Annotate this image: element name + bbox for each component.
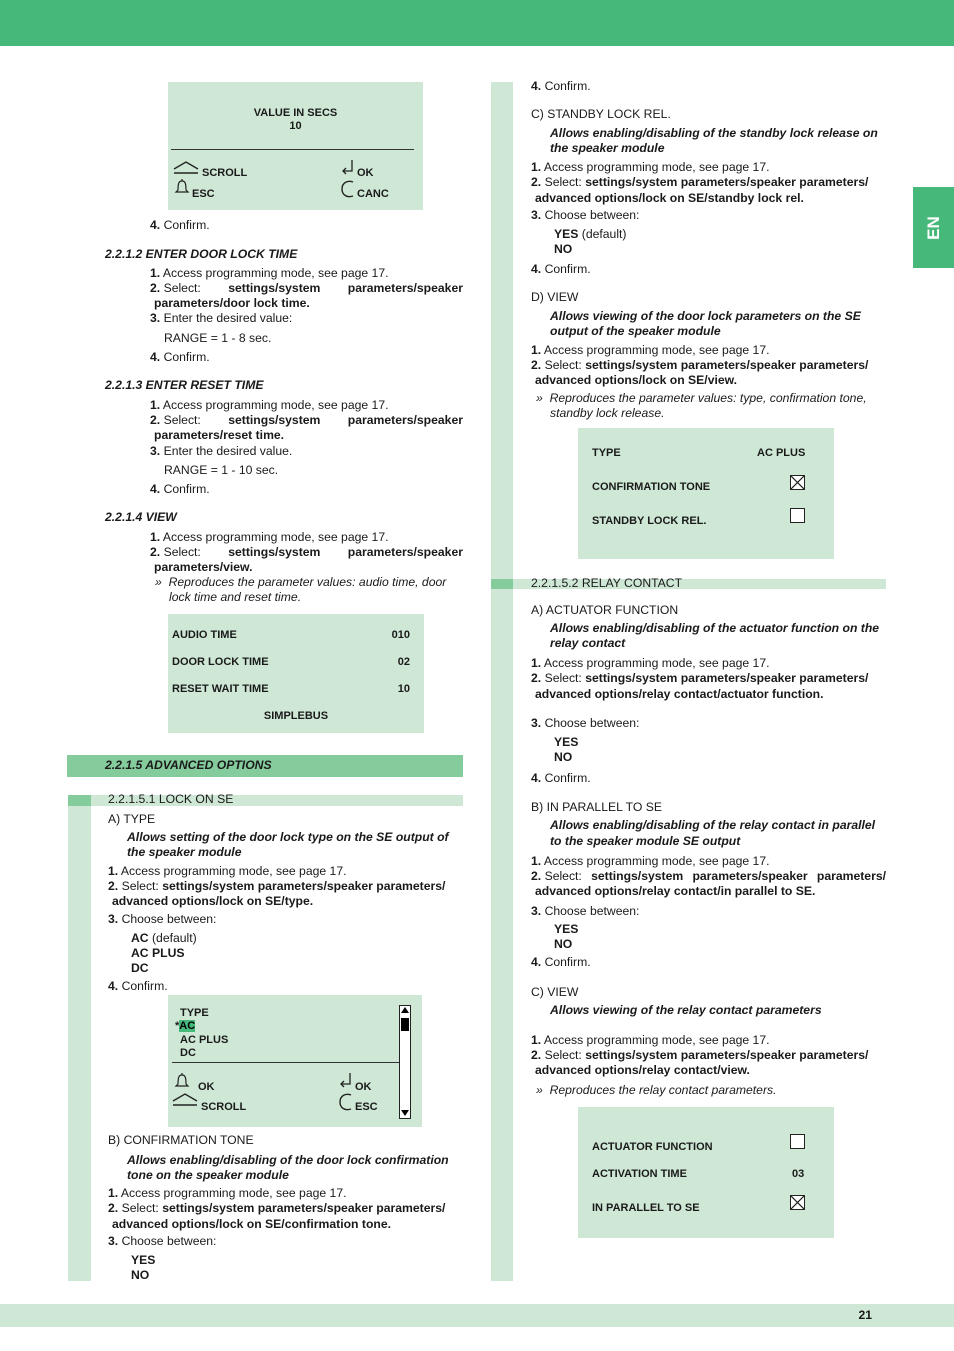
scrollbar-thumb <box>401 1018 409 1031</box>
lcd-title: VALUE IN SECS <box>253 107 338 119</box>
bell-icon <box>174 178 190 196</box>
step-2-path: advanced options/lock on SE/standby lock rel. <box>535 191 804 205</box>
item-title: B) CONFIRMATION TONE <box>108 1133 254 1147</box>
step-1: 1. Access programming mode, see page 17. <box>531 160 770 174</box>
lcd-row-label: TYPE <box>592 447 621 459</box>
option: DC <box>131 961 149 975</box>
item-title: C) STANDBY LOCK REL. <box>531 107 671 121</box>
option: AC (default) <box>131 931 197 945</box>
note: » Reproduces the parameter values: audio time, door <box>155 575 447 589</box>
checkbox-checked <box>790 1195 805 1210</box>
step-2-path: advanced options/relay contact/in parallel to SE. <box>535 884 816 898</box>
lcd-row: RESET WAIT TIME 10 <box>172 683 410 695</box>
option: NO <box>131 1268 150 1282</box>
option: AC PLUS <box>131 946 185 960</box>
item-desc-cont: output of the speaker module <box>550 324 721 338</box>
option: YES <box>131 1253 156 1267</box>
enter-icon <box>340 159 356 177</box>
checkbox-checked <box>790 475 805 490</box>
step-2: 2. Select: settings/system parameters/speaker parameters/ <box>531 671 869 685</box>
step-2-path: advanced options/relay contact/view. <box>535 1063 750 1077</box>
item-desc: Allows viewing of the relay contact parameters <box>550 1003 822 1017</box>
language-tab: EN <box>913 187 954 268</box>
step-2-path: advanced options/relay contact/actuator function. <box>535 687 824 701</box>
step-2: 2. Select: settings/system parameters/speaker parameters/ <box>108 1201 446 1215</box>
lcd-title: TYPE <box>180 1007 209 1019</box>
step-4: 4. Confirm. <box>108 979 168 993</box>
lcd-scrollbar <box>399 1005 411 1119</box>
step-4: 4. Confirm. <box>150 482 210 496</box>
lcd-view <box>168 614 424 733</box>
option: YES (default) <box>554 227 627 241</box>
step-2: 2. Select: settings/system parameters/speaker parameters/ <box>531 358 869 372</box>
note-cont: lock time and reset time. <box>169 590 302 604</box>
heading-22151: 2.2.1.5.1 LOCK ON SE <box>108 792 234 806</box>
item-desc: Allows enabling/disabling of the relay contact in parallel <box>550 818 876 832</box>
scroll-icon <box>171 1092 199 1108</box>
item-title: B) IN PARALLEL TO SE <box>531 800 662 814</box>
option: NO <box>554 937 573 951</box>
lcd-canc-label: CANC <box>357 188 389 200</box>
item-title: C) VIEW <box>531 985 579 999</box>
step-1: 1. Access programming mode, see page 17. <box>531 343 770 357</box>
lcd-row-label: IN PARALLEL TO SE <box>592 1202 700 1214</box>
heading-2213: 2.2.1.3 ENTER RESET TIME <box>105 378 264 392</box>
lcd-item: AC PLUS <box>180 1034 229 1046</box>
item-desc: Allows enabling/disabling of the standby lock release on <box>550 126 878 140</box>
step-3: 3. Choose between: <box>531 904 640 918</box>
lcd-ok-label: OK <box>357 167 374 179</box>
step-2-path: parameters/view. <box>154 560 253 574</box>
lcd-scroll-label: SCROLL <box>201 1101 247 1113</box>
step-1: 1. Access programming mode, see page 17. <box>150 398 389 412</box>
option: NO <box>554 750 573 764</box>
lcd-lock-view <box>578 428 834 559</box>
step-4: 4. Confirm. <box>531 771 591 785</box>
step-1: 1. Access programming mode, see page 17. <box>531 854 770 868</box>
item-title: D) VIEW <box>531 290 579 304</box>
lcd-row-label: ACTUATOR FUNCTION <box>592 1141 713 1153</box>
lcd-value-in-secs <box>168 82 423 210</box>
step-3: 3. Enter the desired value. <box>150 444 293 458</box>
item-desc: Allows setting of the door lock type on the SE output of <box>127 830 449 844</box>
checkbox-unchecked <box>790 1134 805 1149</box>
cancel-icon <box>338 1092 354 1112</box>
lcd-row: AUDIO TIME 010 <box>172 629 410 641</box>
step-1: 1. Access programming mode, see page 17. <box>108 864 347 878</box>
scroll-up-icon <box>400 1006 410 1014</box>
step-2: 2. Select: settings/system parameters/speaker parameters/ <box>531 869 886 883</box>
lcd-ok-label: OK <box>355 1081 372 1093</box>
item-desc-cont: relay contact <box>550 636 626 650</box>
step-4: 4. Confirm. <box>150 350 210 364</box>
item-desc-cont: tone on the speaker module <box>127 1168 289 1182</box>
header-bar <box>0 0 954 46</box>
step-2: 2. Select: settings/system parameters/speaker parameters/ <box>531 1048 869 1062</box>
step-1: 1. Access programming mode, see page 17. <box>150 266 389 280</box>
range-text: RANGE = 1 - 8 sec. <box>164 331 272 345</box>
lcd-relay-view <box>578 1107 834 1238</box>
option: NO <box>554 242 573 256</box>
checkbox-unchecked <box>790 508 805 523</box>
lcd-scroll-label: SCROLL <box>202 167 248 179</box>
note: » Reproduces the parameter values: type, confirmation tone, <box>536 391 867 405</box>
heading-2212: 2.2.1.2 ENTER DOOR LOCK TIME <box>105 247 298 261</box>
cancel-icon <box>340 179 356 199</box>
step-3: 3. Choose between: <box>108 1234 217 1248</box>
item-desc: Allows enabling/disabling of the actuator function on the <box>550 621 880 635</box>
step-confirm: 4. Confirm. <box>531 79 591 93</box>
option: YES <box>554 922 579 936</box>
item-desc-cont: the speaker module <box>550 141 665 155</box>
step-2-path: parameters/reset time. <box>154 428 285 442</box>
item-desc: Allows viewing of the door lock parameters on the SE <box>550 309 861 323</box>
lcd-footer: SIMPLEBUS <box>263 710 329 722</box>
step-2-path: advanced options/lock on SE/confirmation tone. <box>112 1217 391 1231</box>
heading-2215: 2.2.1.5 ADVANCED OPTIONS <box>105 758 272 772</box>
lcd-value: 10 <box>289 120 302 132</box>
lcd-type-menu <box>168 995 422 1127</box>
item-title: A) TYPE <box>108 812 156 826</box>
item-desc-cont: to the speaker module SE output <box>550 834 741 848</box>
item-desc: Allows enabling/disabling of the door lock confirmation <box>127 1153 449 1167</box>
lcd-row-label: ACTIVATION TIME <box>592 1168 687 1180</box>
enter-icon <box>338 1072 354 1090</box>
page-number: 21 <box>858 1308 872 1322</box>
subsection-marker <box>491 579 513 589</box>
lcd-divider <box>171 149 414 150</box>
step-3: 3. Choose between: <box>531 208 640 222</box>
step-2-path: advanced options/lock on SE/type. <box>112 894 314 908</box>
step-2-path: advanced options/lock on SE/view. <box>535 373 738 387</box>
step-2: 2. Select: settings/system parameters/speaker <box>150 545 463 559</box>
note-cont: standby lock release. <box>550 406 665 420</box>
step-1: 1. Access programming mode, see page 17. <box>108 1186 347 1200</box>
step-1: 1. Access programming mode, see page 17. <box>531 1033 770 1047</box>
step-4: 4. Confirm. <box>531 262 591 276</box>
footer-bar <box>0 1304 954 1327</box>
scroll-icon <box>172 160 200 176</box>
subsection-marker <box>68 795 91 806</box>
lcd-ok-label: OK <box>198 1081 215 1093</box>
option: YES <box>554 735 579 749</box>
bell-icon <box>174 1072 190 1090</box>
item-desc-cont: the speaker module <box>127 845 242 859</box>
scroll-down-icon <box>400 1109 410 1117</box>
left-section-stripe <box>68 796 91 1281</box>
step-confirm: 4. Confirm. <box>150 218 210 232</box>
heading-22152: 2.2.1.5.2 RELAY CONTACT <box>531 576 683 590</box>
step-2: 2. Select: settings/system parameters/speaker parameters/ <box>108 879 446 893</box>
step-4: 4. Confirm. <box>531 955 591 969</box>
step-2: 2. Select: settings/system parameters/speaker <box>150 413 463 427</box>
lcd-row-value: 03 <box>792 1168 805 1180</box>
step-2-path: parameters/door lock time. <box>154 296 310 310</box>
lcd-esc-label: ESC <box>355 1101 378 1113</box>
lcd-row: DOOR LOCK TIME 02 <box>172 656 410 668</box>
step-2: 2. Select: settings/system parameters/speaker parameters/ <box>531 175 869 189</box>
step-1: 1. Access programming mode, see page 17. <box>531 656 770 670</box>
lcd-item: DC <box>180 1047 196 1059</box>
lcd-selected-item: *AC <box>175 1020 196 1032</box>
lcd-divider <box>172 1062 399 1063</box>
step-2: 2. Select: settings/system parameters/speaker <box>150 281 463 295</box>
heading-2214: 2.2.1.4 VIEW <box>105 510 177 524</box>
lcd-row-label: STANDBY LOCK REL. <box>592 515 707 527</box>
lcd-row-value: AC PLUS <box>757 447 806 459</box>
item-title: A) ACTUATOR FUNCTION <box>531 603 679 617</box>
lcd-row-label: CONFIRMATION TONE <box>592 481 711 493</box>
step-3: 3. Choose between: <box>108 912 217 926</box>
step-3: 3. Enter the desired value: <box>150 311 293 325</box>
range-text: RANGE = 1 - 10 sec. <box>164 463 279 477</box>
right-column-stripe <box>491 82 513 1281</box>
step-1: 1. Access programming mode, see page 17. <box>150 530 389 544</box>
lcd-esc-label: ESC <box>192 188 215 200</box>
note: » Reproduces the relay contact parameters. <box>536 1083 777 1097</box>
step-3: 3. Choose between: <box>531 716 640 730</box>
